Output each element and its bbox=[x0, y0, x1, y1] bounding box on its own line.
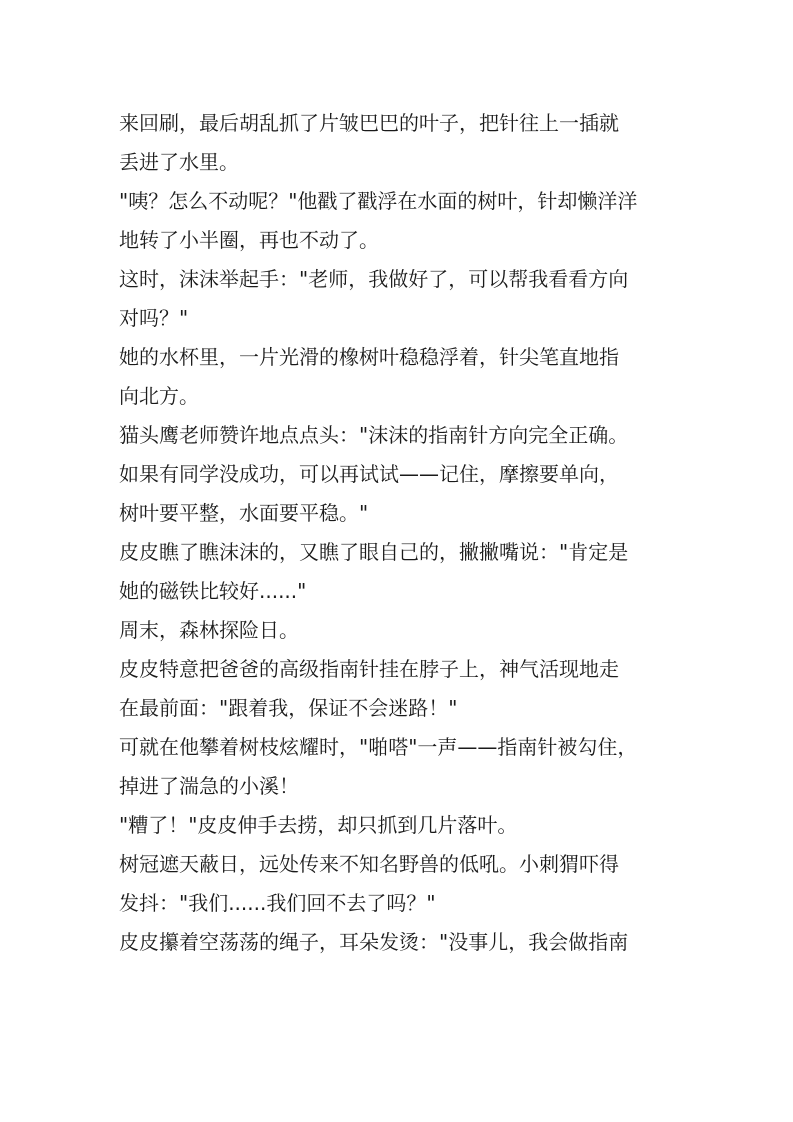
text-line: 向北方。 bbox=[119, 384, 199, 408]
text-line: 掉进了湍急的小溪！ bbox=[119, 774, 299, 798]
text-line: 在最前面："跟着我，保证不会迷路！" bbox=[119, 696, 458, 720]
text-line: 周末，森林探险日。 bbox=[119, 618, 299, 642]
text-line: 皮皮瞧了瞧沫沫的，又瞧了眼自己的，撇撇嘴说："肯定是 bbox=[119, 540, 629, 564]
text-line: 发抖："我们......我们回不去了吗？" bbox=[119, 891, 436, 915]
text-line: 可就在他攀着树枝炫耀时，"啪嗒"一声——指南针被勾住， bbox=[119, 735, 638, 759]
text-line: 地转了小半圈，再也不动了。 bbox=[119, 228, 379, 252]
text-line: 她的水杯里，一片光滑的橡树叶稳稳浮着，针尖笔直地指 bbox=[119, 345, 619, 369]
text-line: 猫头鹰老师赞许地点点头："沫沫的指南针方向完全正确。 bbox=[119, 423, 629, 447]
text-line: 对吗？" bbox=[119, 306, 189, 330]
text-line: "咦？怎么不动呢？"他戳了戳浮在水面的树叶，针却懒洋洋 bbox=[119, 189, 638, 213]
text-line: 树冠遮天蔽日，远处传来不知名野兽的低吼。小刺猬吓得 bbox=[119, 852, 619, 876]
text-line: 这时，沫沫举起手："老师，我做好了，可以帮我看看方向 bbox=[119, 267, 629, 291]
text-line: 皮皮特意把爸爸的高级指南针挂在脖子上，神气活现地走 bbox=[119, 657, 619, 681]
text-line: 树叶要平整，水面要平稳。" bbox=[119, 501, 369, 525]
text-line: 丢进了水里。 bbox=[119, 150, 239, 174]
text-line: 来回刷，最后胡乱抓了片皱巴巴的叶子，把针往上一插就 bbox=[119, 111, 619, 135]
text-line: 她的磁铁比较好......" bbox=[119, 579, 307, 603]
text-line: "糟了！"皮皮伸手去捞，却只抓到几片落叶。 bbox=[119, 813, 518, 837]
story-text bbox=[119, 104, 699, 962]
text-line: 皮皮攥着空荡荡的绳子，耳朵发烫："没事儿，我会做指南 bbox=[119, 930, 629, 954]
text-line: 如果有同学没成功，可以再试试——记住，摩擦要单向， bbox=[119, 462, 619, 486]
